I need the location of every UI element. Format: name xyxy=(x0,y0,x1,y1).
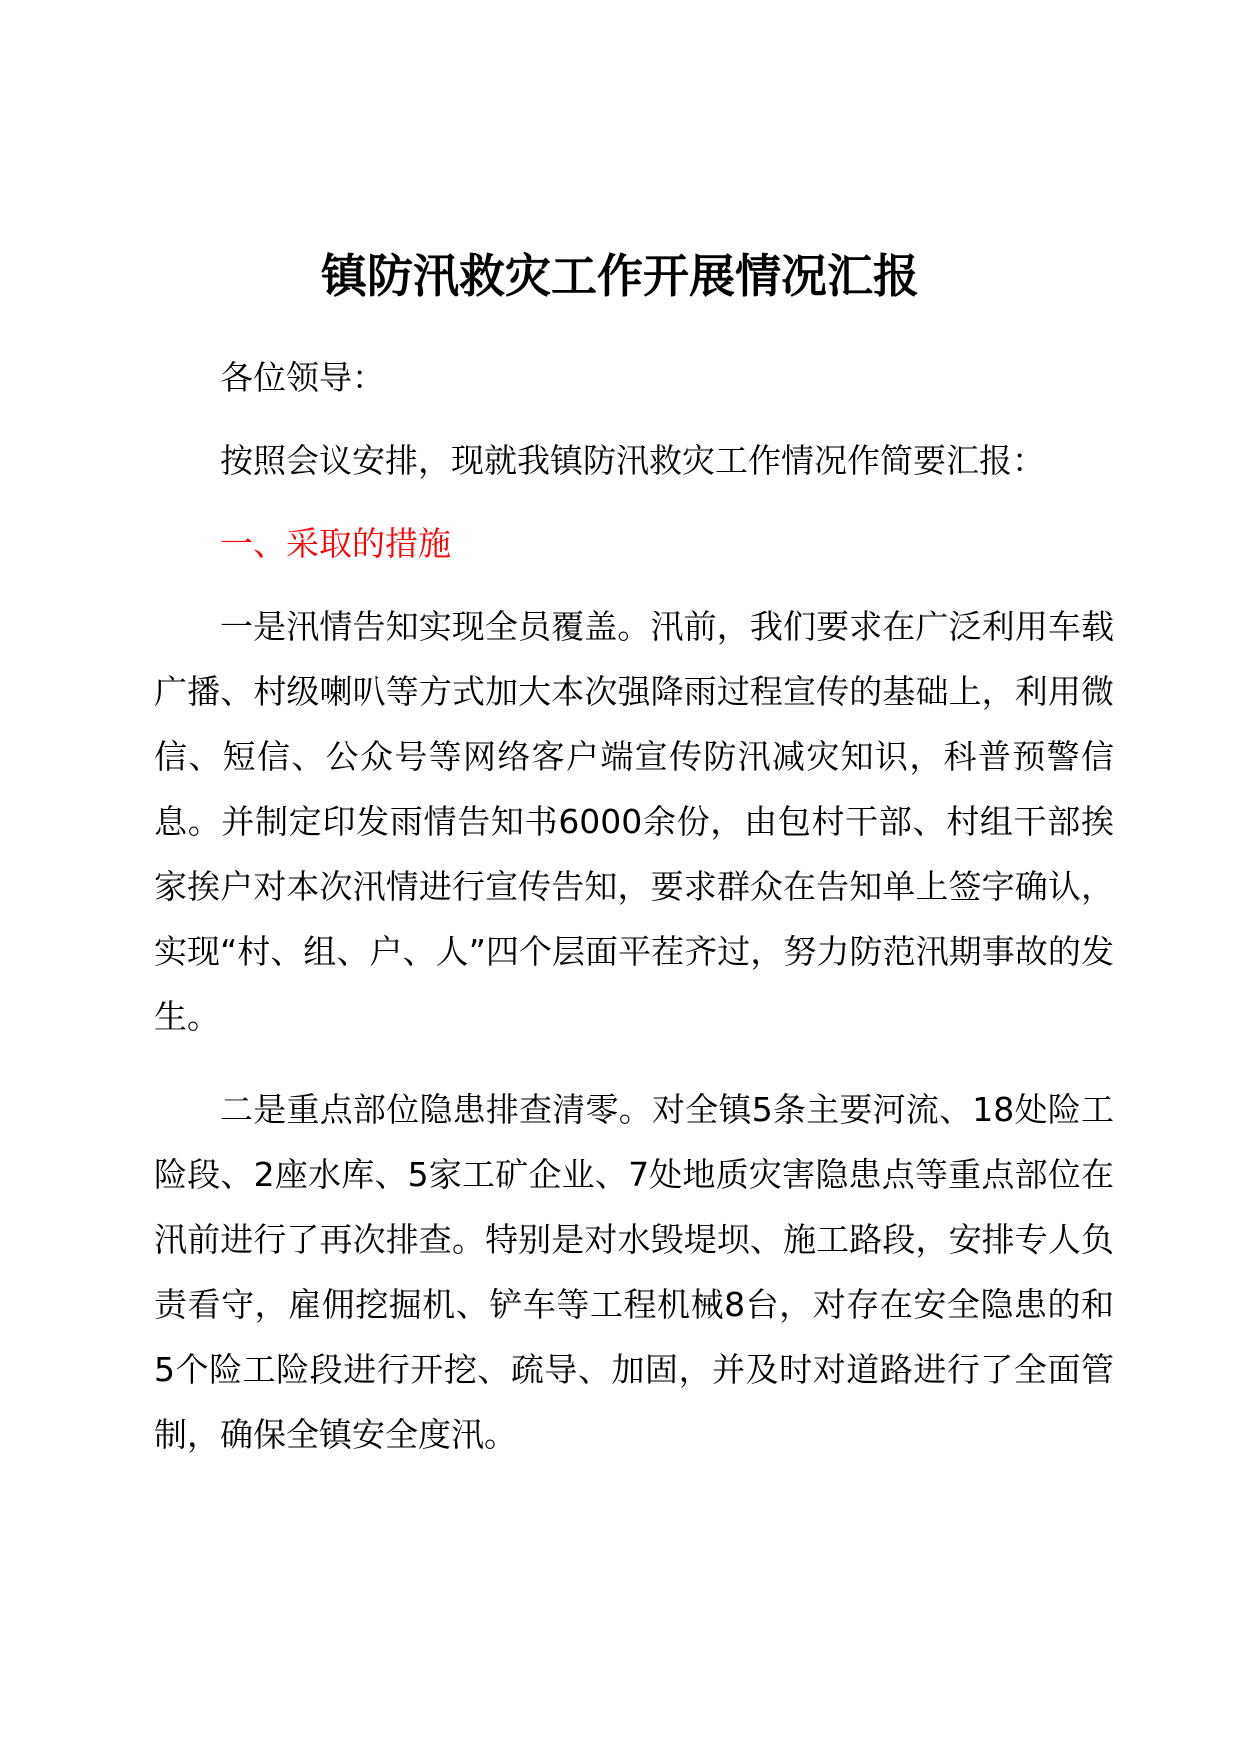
intro-paragraph: 按照会议安排，现就我镇防汛救灾工作情况作简要汇报： xyxy=(220,441,1045,480)
document-body xyxy=(154,345,1114,1495)
body-paragraph-2: 二是重点部位隐患排查清零。对全镇5条主要河流、18处险工险段、2座水库、5家工矿企业、7处地质灾害隐患点等重点部位在汛前进行了再次排查。特别是对水毁堤坝、施工路段，安排专人负责看守，雇佣挖掘机、铲车等工程机械8台，对存在安全隐患的和5个险工险段进行开挖、疏导、加固，并及时对道路进行了全面管制，确保全镇安全度汛。 xyxy=(154,1090,1114,1454)
document-title: 镇防汛救灾工作开展情况汇报 xyxy=(321,249,919,303)
greeting: 各位领导： xyxy=(220,358,385,397)
section-heading: 一、采取的措施 xyxy=(220,524,451,563)
body-paragraph-1: 一是汛情告知实现全员覆盖。汛前，我们要求在广泛利用车载广播、村级喇叭等方式加大本次强降雨过程宣传的基础上，利用微信、短信、公众号等网络客户端宣传防汛减灾知识，科普预警信息。并制定印发雨情告知书6000余份，由包村干部、村组干部挨家挨户对本次汛情进行宣传告知，要求群众在告知单上签字确认，实现“村、组、户、人”四个层面平茬齐过，努力防范汛期事故的发生。 xyxy=(154,607,1114,1036)
